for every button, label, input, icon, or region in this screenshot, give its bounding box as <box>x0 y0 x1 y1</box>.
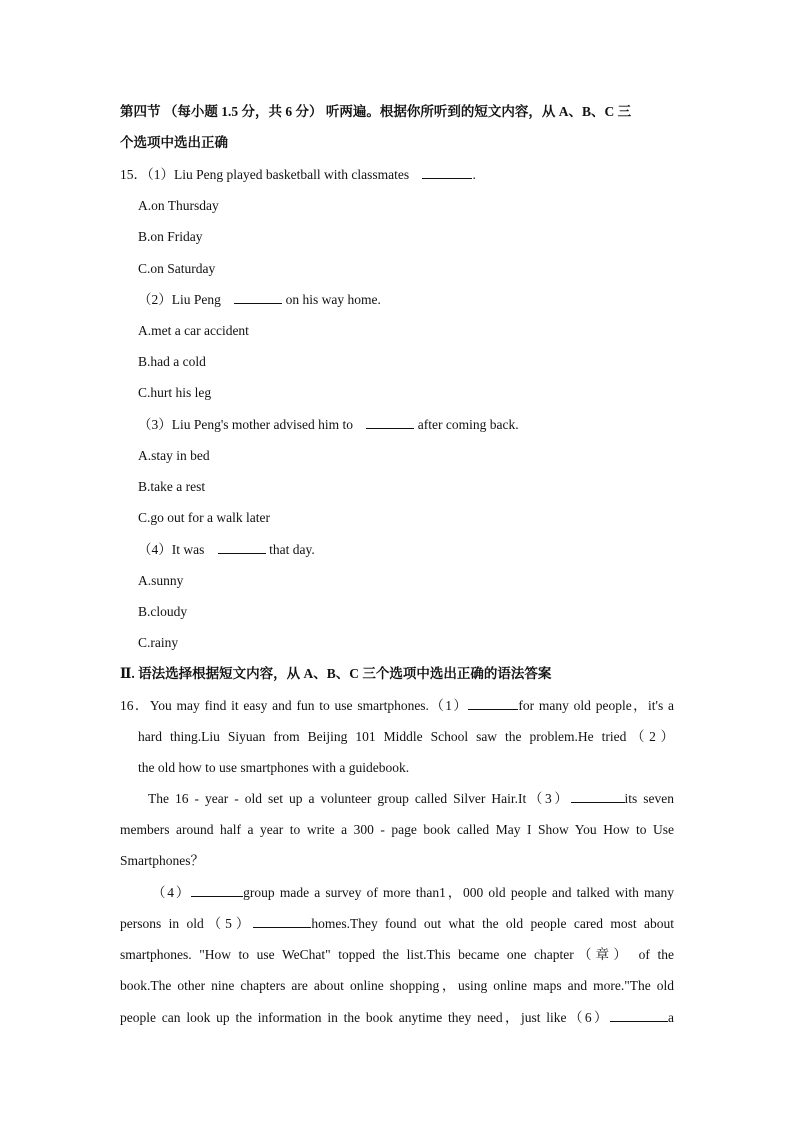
answer-blank-6[interactable] <box>610 1009 668 1022</box>
option-c: C.hurt his leg <box>138 385 212 400</box>
answer-blank-3[interactable] <box>571 790 625 803</box>
option-b: B.on Friday <box>138 229 203 244</box>
option-a: A.stay in bed <box>138 448 210 463</box>
question-16-line3: the old how to use smartphones with a guidebook. <box>138 760 410 775</box>
question-stem: （1）Liu Peng played basketball with classmates <box>147 167 410 182</box>
answer-blank[interactable] <box>422 166 472 179</box>
passage-text: The 16 - year - old set up a volunteer group called Silver Hair.It（3） <box>148 791 571 806</box>
question-stem-end: after coming back. <box>417 417 519 432</box>
option-b: B.take a rest <box>138 479 206 494</box>
answer-blank-5[interactable] <box>253 915 311 928</box>
passage-text: homes.They found out what the old people cared most about <box>311 916 674 931</box>
option-b: B.cloudy <box>138 604 188 619</box>
question-16-line7 <box>152 884 674 902</box>
question-stem-end: . <box>472 167 476 182</box>
option-a: A.met a car accident <box>138 323 249 338</box>
question-15-sub3 <box>138 416 519 434</box>
question-16-line10: book.The other nine chapters are about online shopping，using online maps and more."The old <box>120 978 674 993</box>
passage-text: group made a survey of more than1，000 old people and talked with many <box>243 885 674 900</box>
question-15-sub2 <box>138 291 381 309</box>
answer-blank[interactable] <box>218 541 266 554</box>
passage-text: You may find it easy and fun to use smartphones.（1） <box>149 698 469 713</box>
section4-heading-line1: 第四节 （每小题 1.5 分，共 6 分） 听两遍。根据你所听到的短文内容，从 A、B、C 三 <box>120 104 632 119</box>
question-16-line9: smartphones. "How to use WeChat" topped the list.This became one chapter（章） of the <box>120 947 674 962</box>
option-c: C.go out for a walk later <box>138 510 270 525</box>
question-stem: （3）Liu Peng's mother advised him to <box>138 417 354 432</box>
question-15-sub1 <box>120 166 476 184</box>
answer-blank-4[interactable] <box>191 884 243 897</box>
passage-text: persons in old（5） <box>120 916 254 931</box>
section4-heading-line2: 个选项中选出正确 <box>120 135 228 150</box>
section2-heading: Ⅱ. 语法选择根据短文内容，从 A、B、C 三个选项中选出正确的语法答案 <box>120 666 552 681</box>
question-16-line6: Smartphones？ <box>120 853 204 868</box>
question-stem: （4）It was <box>138 542 205 557</box>
question-stem: （2）Liu Peng <box>138 292 221 307</box>
passage-text: people can look up the information in the book anytime they need，just like（6） <box>120 1010 610 1025</box>
answer-blank[interactable] <box>234 291 282 304</box>
question-16-line8 <box>120 915 674 933</box>
passage-text: for many old people，it's a <box>518 698 675 713</box>
option-a: A.on Thursday <box>138 198 219 213</box>
option-a: A.sunny <box>138 573 184 588</box>
question-16-line11 <box>120 1009 674 1027</box>
option-c: C.rainy <box>138 635 179 650</box>
question-16-line4 <box>148 790 674 808</box>
question-stem-end: that day. <box>269 542 315 557</box>
question-number: 15． <box>120 167 147 182</box>
passage-text: （4） <box>152 885 192 900</box>
question-15-sub4 <box>138 541 315 559</box>
answer-blank[interactable] <box>366 416 414 429</box>
answer-blank-1[interactable] <box>468 697 518 710</box>
passage-text: its seven <box>624 791 674 806</box>
question-stem-end: on his way home. <box>285 292 381 307</box>
option-b: B.had a cold <box>138 354 206 369</box>
question-16-line5: members around half a year to write a 300 - page book called May I Show You How to Use <box>120 822 674 837</box>
question-number: 16． <box>120 698 150 713</box>
passage-text: a <box>668 1010 674 1025</box>
question-16-line1 <box>120 697 674 715</box>
question-16-line2: hard thing.Liu Siyuan from Beijing 101 Middle School saw the problem.He tried（2） <box>138 729 674 744</box>
option-c: C.on Saturday <box>138 261 216 276</box>
